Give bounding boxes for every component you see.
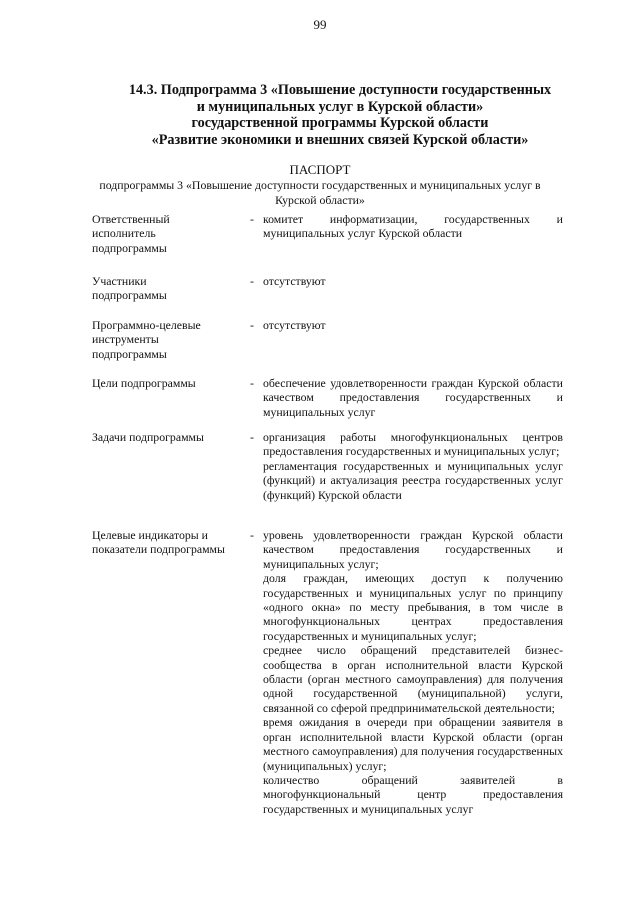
value-paragraph: отсутствуют bbox=[263, 274, 326, 288]
heading-line: 14.3. Подпрограмма 3 «Повышение доступности государственных bbox=[128, 82, 552, 98]
value-paragraph: доля граждан, имеющих доступ к получению государственных и муниципальных услуг по принципу «одного окна» по месту пребывания, в том числе в многофункциональных центрах предоставления государственных и муниципальных услуг; bbox=[263, 571, 563, 643]
passport-title: ПАСПОРТ bbox=[289, 162, 351, 177]
value-paragraph: обеспечение удовлетворенности граждан Курской области качеством предоставления государственных и муниципальных услуг bbox=[263, 376, 563, 419]
row-label: Ответственный исполнитель подпрограммы bbox=[92, 212, 170, 255]
passport-subtitle: подпрограммы 3 «Повышение доступности государственных и муниципальных услуг в Курской области» bbox=[99, 178, 541, 207]
page-number: 99 bbox=[313, 17, 327, 32]
heading-line: «Развитие экономики и внешних связей Курской области» bbox=[151, 131, 529, 148]
row-value bbox=[263, 318, 563, 332]
value-paragraph: среднее число обращений представителей бизнес-сообщества в орган исполнительной власти Курской области (орган местного самоуправления) для получения одной государственной (муниципальной) услуги, связанной со сферой предпринимательской деятельности; bbox=[263, 643, 563, 715]
row-dash: - bbox=[250, 376, 254, 390]
value-paragraph: отсутствуют bbox=[263, 318, 326, 332]
value-paragraph: количество обращений заявителей в многофункциональный центр предоставления государственных и муниципальных услуг bbox=[263, 772, 563, 816]
row-label: Цели подпрограммы bbox=[92, 376, 196, 390]
value-paragraph: регламентация государственных и муниципальных услуг (функций) и актуализация реестра государственных услуг (функций) Курской области bbox=[263, 458, 563, 502]
row-label: Задачи подпрограммы bbox=[92, 430, 204, 444]
heading-line: государственной программы Курской области bbox=[191, 115, 489, 131]
row-dash: - bbox=[250, 212, 254, 226]
heading-line: и муниципальных услуг в Курской области» bbox=[196, 98, 484, 115]
row-dash: - bbox=[250, 430, 254, 444]
row-label: Участники подпрограммы bbox=[92, 274, 167, 303]
row-dash: - bbox=[250, 274, 254, 288]
value-paragraph: уровень удовлетворенности граждан Курской области качеством предоставления государственных и муниципальных услуг; bbox=[263, 528, 563, 571]
row-value bbox=[263, 212, 563, 241]
value-paragraph: комитет информатизации, государственных и муниципальных услуг Курской области bbox=[263, 212, 563, 241]
row-dash: - bbox=[250, 528, 254, 542]
row-dash: - bbox=[250, 318, 254, 332]
row-value bbox=[263, 430, 563, 502]
row-value bbox=[263, 528, 563, 816]
row-value bbox=[263, 376, 563, 419]
row-label: Программно-целевые инструменты подпрограммы bbox=[92, 318, 201, 361]
row-value bbox=[263, 274, 563, 288]
row-label: Целевые индикаторы и показатели подпрограммы bbox=[92, 528, 225, 557]
value-paragraph: время ожидания в очереди при обращении заявителя в орган исполнительной власти Курской области (орган местного самоуправления) для получения государственных (муниципальных) услуг; bbox=[263, 715, 563, 773]
value-paragraph: организация работы многофункциональных центров предоставления государственных и муниципальных услуг; bbox=[263, 430, 563, 459]
section-heading bbox=[60, 82, 620, 148]
